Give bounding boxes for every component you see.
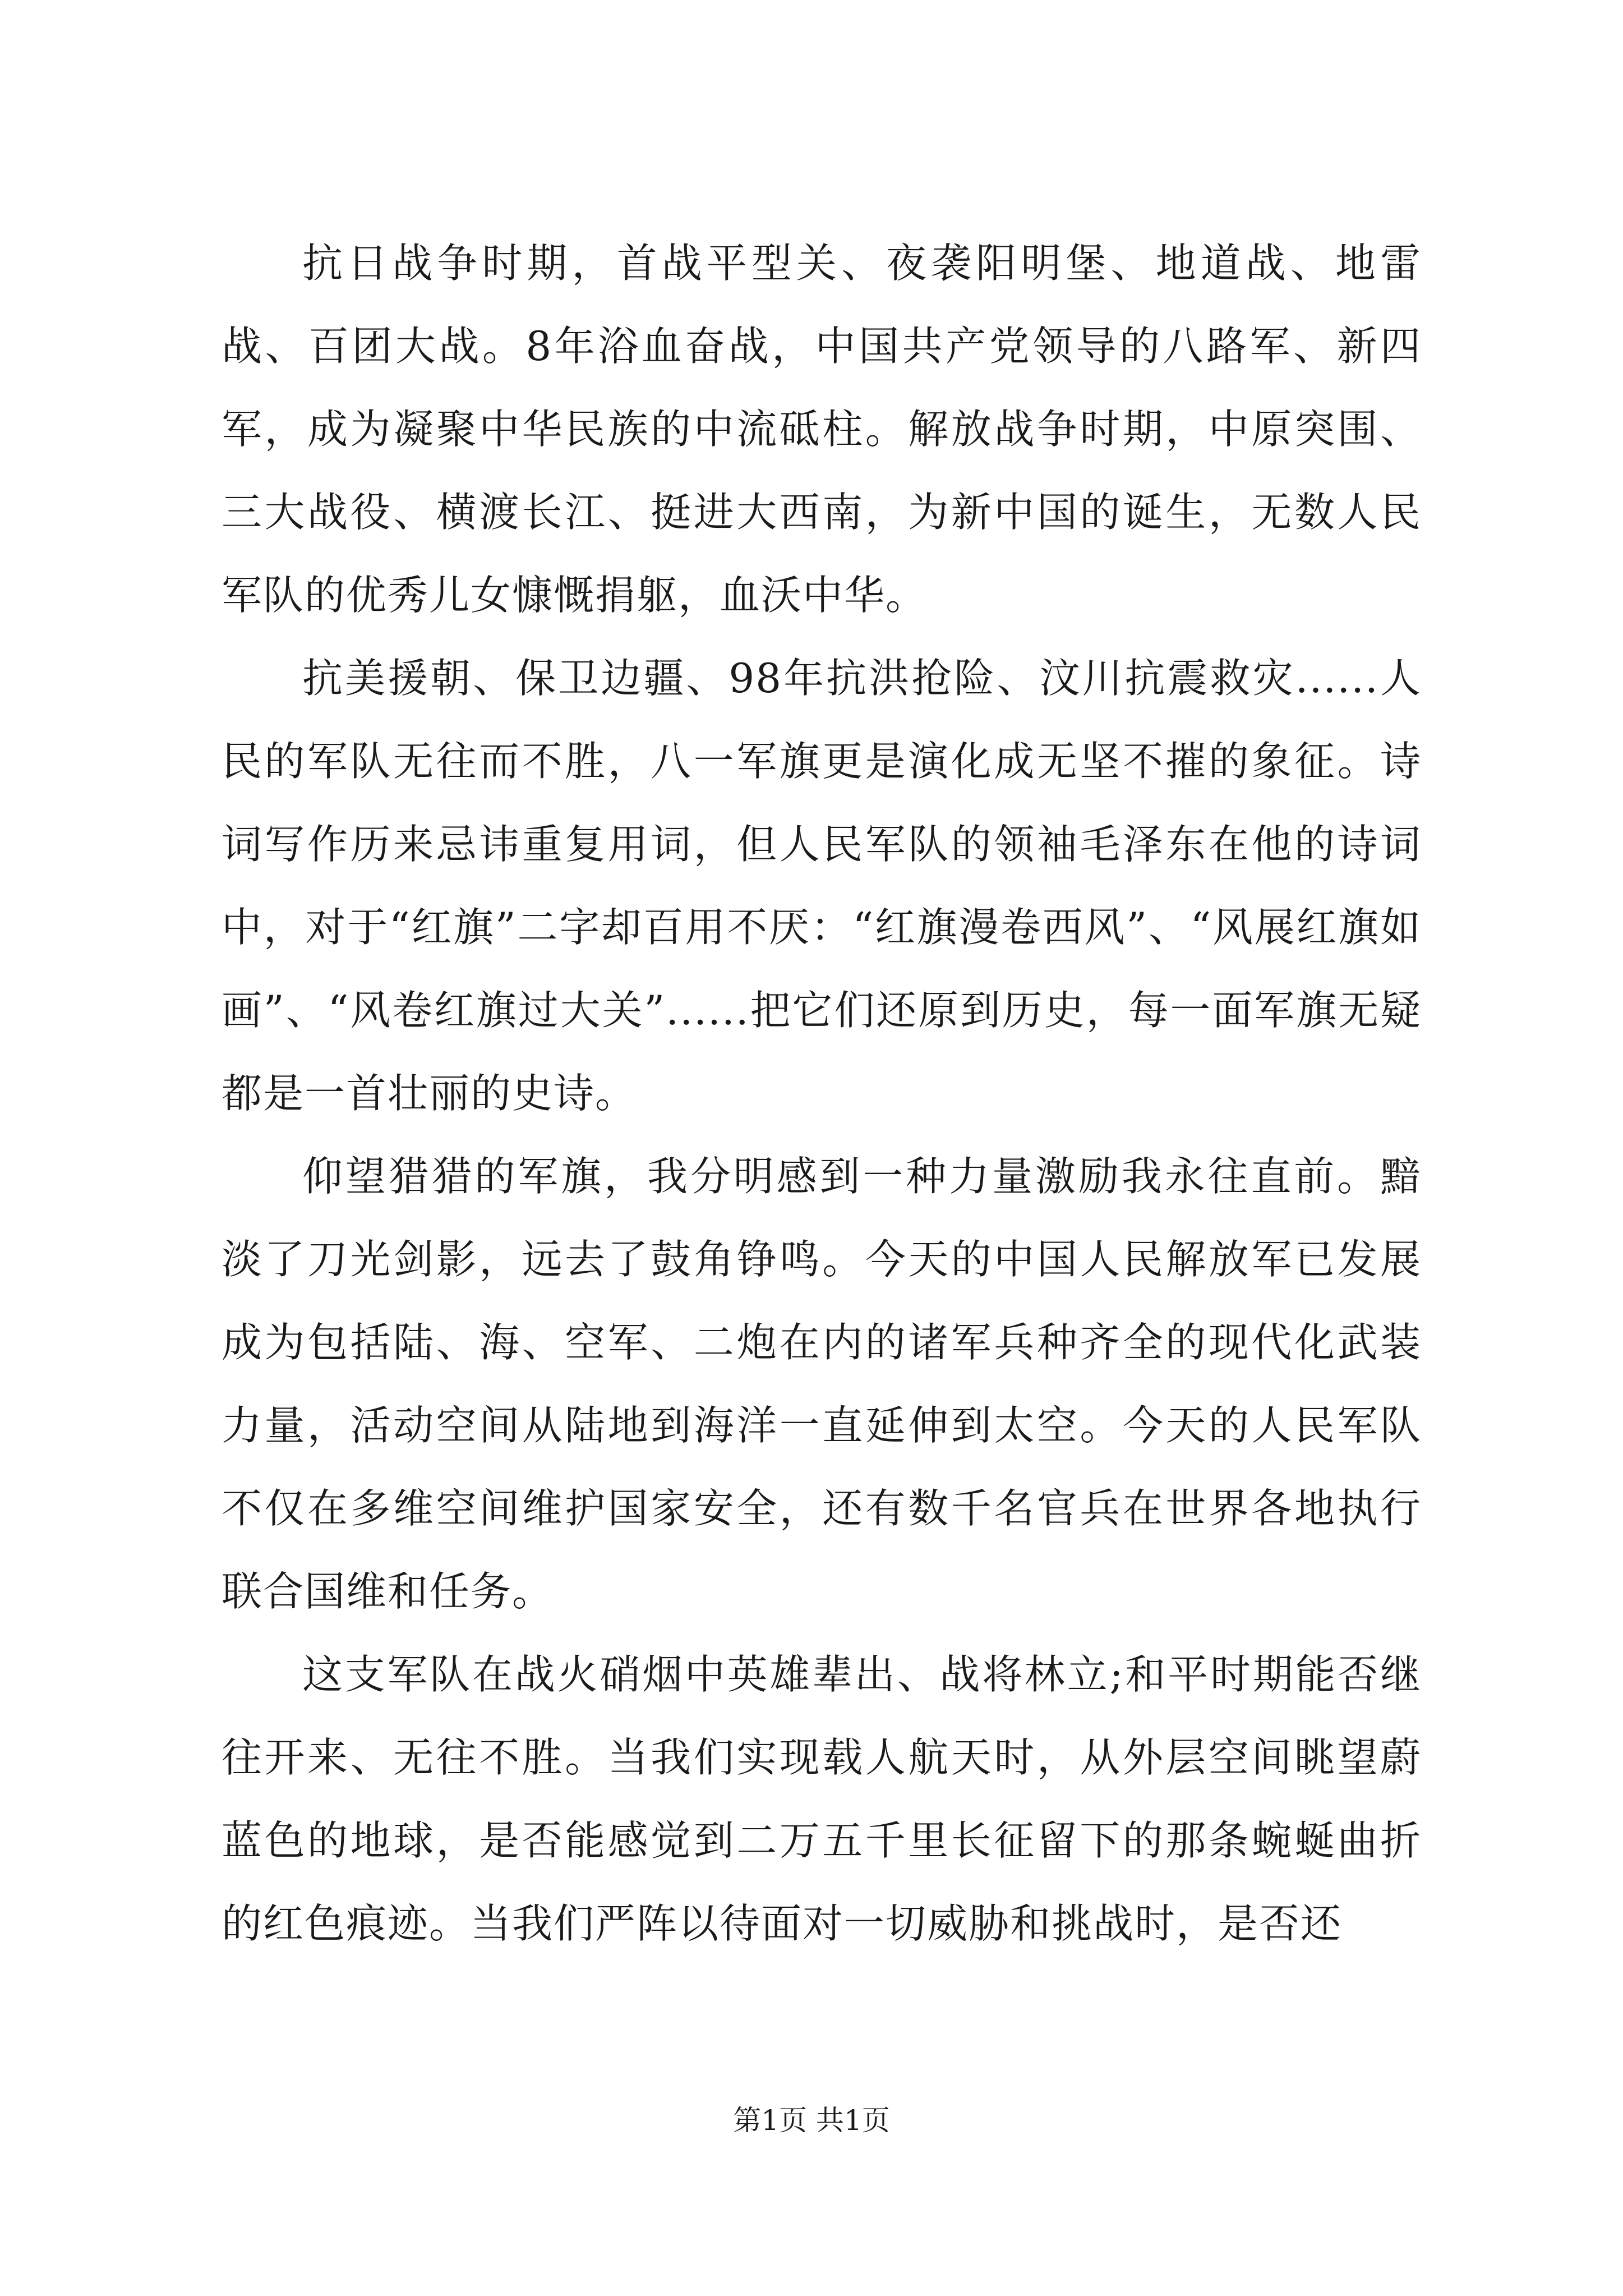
- paragraph-1: 抗日战争时期，首战平型关、夜袭阳明堡、地道战、地雷战、百团大战。8年浴血奋战，中国共产党领导的八路军、新四军，成为凝聚中华民族的中流砥柱。解放战争时期，中原突围、三大战役、横渡长江、挺进大西南，为新中国的诞生，无数人民军队的优秀儿女慷慨捐躯，血沃中华。: [222, 240, 1422, 619]
- paragraph-3: 仰望猎猎的军旗，我分明感到一种力量激励我永往直前。黯淡了刀光剑影，远去了鼓角铮鸣。今天的中国人民解放军已发展成为包括陆、海、空军、二炮在内的诸军兵种齐全的现代化武装力量，活动空间从陆地到海洋一直延伸到太空。今天的人民军队不仅在多维空间维护国家安全，还有数千名官兵在世界各地执行联合国维和任务。: [222, 1153, 1422, 1615]
- paragraph-2: 抗美援朝、保卫边疆、98年抗洪抢险、汶川抗震救灾......人民的军队无往而不胜，八一军旗更是演化成无坚不摧的象征。诗词写作历来忌讳重复用词，但人民军队的领袖毛泽东在他的诗词中，对于“红旗”二字却百用不厌：“红旗漫卷西风”、“风展红旗如画”、“风卷红旗过大关”......把它们还原到历史，每一面军旗无疑都是一首壮丽的史诗。: [222, 655, 1422, 1117]
- paragraph-4: 这支军队在战火硝烟中英雄辈出、战将林立;和平时期能否继往开来、无往不胜。当我们实现载人航天时，从外层空间眺望蔚蓝色的地球，是否能感觉到二万五千里长征留下的那条蜿蜒曲折的红色痕迹。当我们严阵以待面对一切威胁和挑战时，是否还: [222, 1651, 1422, 1947]
- page-number-footer: 第1页 共1页: [733, 2104, 890, 2137]
- document-body: [222, 222, 1422, 1965]
